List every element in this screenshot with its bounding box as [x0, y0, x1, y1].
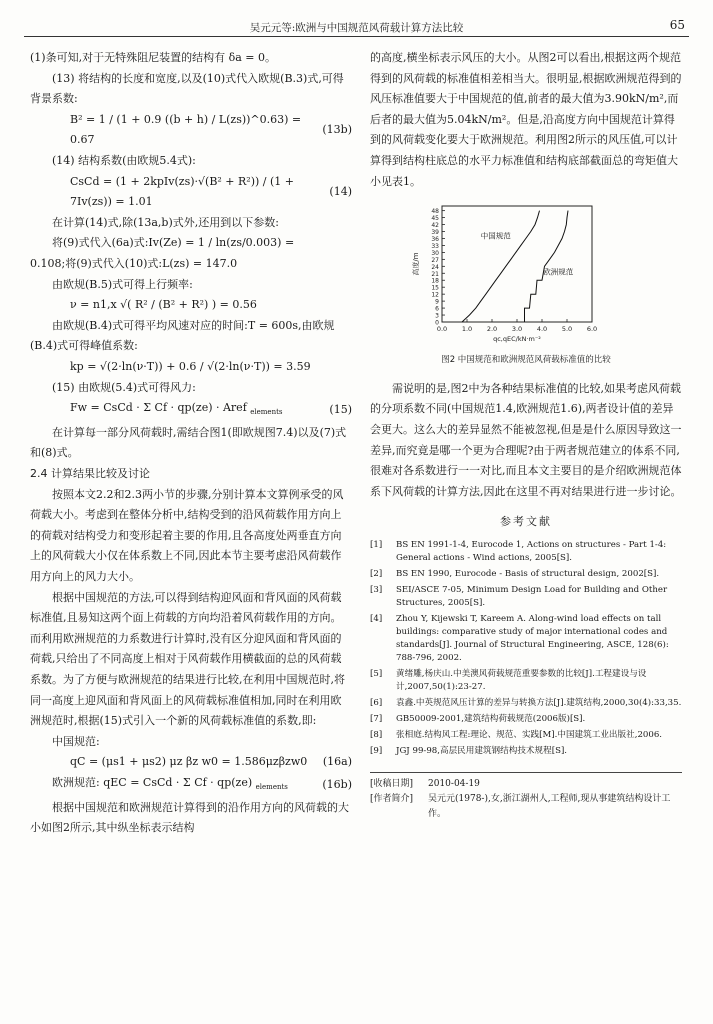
equation-16a: [30, 752, 352, 773]
reference-number: [4]: [370, 613, 383, 624]
reference-item: [370, 745, 682, 758]
running-title: 吴元元等:欧洲与中国规范风荷载计算方法比较: [249, 22, 464, 34]
reference-text: 黄绪雕,杨庆山.中美澳风荷载规范重要参数的比较[J].工程建设与设计,2007,50(1):23-27.: [396, 668, 647, 692]
y-tick-label: 9: [435, 298, 439, 306]
x-tick-label: 2.0: [486, 325, 498, 334]
equation-15: [30, 398, 352, 423]
reference-item: [370, 729, 682, 742]
eq-number: (16a): [322, 755, 352, 769]
x-axis-label: qc,qEC/kN·m⁻²: [493, 335, 541, 344]
paragraph: 由欧规(B.5)式可得上行频率:: [52, 277, 193, 291]
paragraph: 中国规范:: [52, 734, 100, 748]
eq-subscript: elements: [255, 783, 288, 792]
x-tick-label: 4.0: [536, 325, 548, 334]
reference-list: [370, 539, 682, 758]
eq-number: (13b): [322, 123, 352, 137]
y-tick-label: 3: [435, 312, 439, 320]
reference-item: [370, 539, 682, 565]
eq-body: 1 / (1 + 0.9 ((b + h) / L(zs))^0.63) = 0.67: [70, 112, 302, 147]
running-header: [24, 18, 689, 37]
article-info: [370, 772, 682, 822]
eq-subscript: elements: [250, 408, 283, 417]
y-tick-label: 15: [431, 284, 439, 292]
reference-text: SEI/ASCE 7-05, Minimum Design Load for Building and Other Structures, 2005[S].: [396, 584, 668, 608]
author-label: [作者简介]: [370, 793, 414, 804]
y-tick-label: 12: [431, 291, 439, 299]
x-tick-label: 6.0: [586, 325, 598, 334]
paragraph: 按照本文2.2和2.3两小节的步骤,分别计算本文算例承受的风荷载大小。考虑到在整体分析中,结构受到的沿风荷载作用方向上的荷载对结构受力和变形起着主要的作用,且各高度处两垂直方向上的风荷载大小仅在体系数上不同,因此本节主要考虑沿风荷载作用方向上的风力大小。: [30, 487, 344, 584]
reference-number: [8]: [370, 729, 383, 740]
eq-body: ν = n1,x √( R² / (B² + R²) ) = 0.56: [70, 298, 257, 312]
reference-item: [370, 613, 682, 665]
references-heading: 参考文献: [500, 515, 552, 529]
reference-number: [9]: [370, 745, 383, 756]
paragraph: 的高度,横坐标表示风压的大小。从图2可以看出,根据这两个规范得到的风荷载的标准值相差相当大。很明显,根据欧洲规范得到的风压标准值要大于中国规范的值,前者的最大值为3.90kN/m²,而后者的最大值为5.04kN/m²。但是,沿高度方向中国规范计算得到的风荷载变化要大于欧洲规范。利用图2所示的风压值,可以计算得到结构柱底总的水平力标准值和结构底部截面总的弯矩值大小见表1。: [370, 51, 682, 188]
section-heading: 2.4 计算结果比较及讨论: [30, 467, 150, 481]
paragraph: 在计算每一部分风荷载时,需结合图1(即欧规图7.4)以及(7)式和(8)式。: [30, 425, 347, 460]
y-tick-label: 42: [431, 222, 439, 230]
y-tick-label: 0: [435, 319, 439, 327]
x-tick-label: 1.0: [461, 325, 473, 334]
reference-number: [1]: [370, 539, 383, 550]
reference-text: JGJ 99-98,高层民用建筑钢结构技术规程[S].: [396, 745, 568, 756]
y-tick-label: 18: [431, 277, 439, 285]
reference-text: Zhou Y, Kijewski T, Kareem A. Along-wind load effects on tall buildings: comparative study of major international codes and standards[J]. Journal of Structural Engineering, ASCE, 128(6): 788-796, 2002.: [396, 613, 669, 663]
y-tick-label: 48: [431, 208, 439, 216]
y-tick-label: 30: [431, 250, 439, 258]
reference-text: 袁鑫.中英规范风压计算的差异与转换方法[J].建筑结构,2000,30(4):33,35.: [396, 697, 682, 708]
y-tick-label: 24: [431, 263, 439, 271]
figure-caption: 图2 中国规范和欧洲规范风荷载标准值的比较: [441, 355, 611, 366]
paragraph: 根据中国规范的方法,可以得到结构迎风面和背风面的风荷载标准值,且易知这两个面上荷载的方向均沿着风荷载作用的方向。而利用欧洲规范的力系数进行计算时,没有区分迎风面和背风面的荷载,只给出了不同高度上相对于风荷载作用横截面的总的风荷载系数。为了方便与欧洲规范的结果进行比较,在利用中国规范时,将同一高度上迎风面和背风面上的风荷载标准值相加,同时在利用欧洲规范时,根据(15)式引入一个新的风荷载标准值的系数,即:: [30, 590, 345, 728]
reference-item: [370, 668, 682, 694]
y-tick-label: 21: [431, 270, 439, 278]
reference-text: BS EN 1991-1-4, Eurocode 1, Actions on structures - Part 1-4: General actions - Wind actions, 2005[S].: [396, 539, 667, 563]
eq-number: (16b): [322, 778, 352, 792]
paragraph: (15) 由欧规(5.4)式可得风力:: [52, 380, 196, 394]
left-column: [30, 48, 352, 839]
paragraph: (14) 结构系数(由欧规5.4式):: [52, 153, 196, 167]
page-number: 65: [669, 18, 685, 32]
eq-number: (15): [329, 403, 352, 417]
eq-label: 欧洲规范:: [52, 775, 100, 789]
reference-number: [7]: [370, 713, 383, 724]
y-axis-label: 高度/m: [412, 252, 420, 276]
y-tick-label: 39: [431, 229, 439, 237]
reference-number: [5]: [370, 668, 383, 679]
paragraph: (13) 将结构的长度和宽度,以及(10)式代入欧规(B.3)式,可得背景系数:: [30, 71, 344, 106]
eq-lhs: B² =: [70, 112, 96, 126]
eq-body: CsCd = (1 + 2kpIv(zs)·√(B² + R²)) / (1 + 7Iv(zs)) = 1.01: [70, 174, 294, 209]
reference-item: [370, 568, 682, 581]
figure-2: [370, 198, 682, 348]
y-tick-label: 36: [431, 236, 439, 244]
reference-text: 张相庭.结构风工程:理论、规范、实践[M].中国建筑工业出版社,2006.: [396, 729, 663, 740]
eq-body: kp = √(2·ln(ν·T)) + 0.6 / √(2·ln(ν·T)) = 3.59: [70, 359, 311, 373]
reference-text: GB50009-2001,建筑结构荷载规范(2006版)[S].: [396, 713, 586, 724]
paragraph: 需说明的是,图2中为各种结果标准值的比较,如果考虑风荷载的分项系数不同(中国规范1.4,欧洲规范1.6),两者设计值的差异会更大。这么大的差异显然不能被忽视,但是是什么原因导致这一差异,而究竟是哪一个更为合理呢?由于两者规范建立的体系不同,很难对各系数进行一一对比,而且本文主要目的是介绍欧洲规范体系下风荷载的计算方法,因此在这里不再对结果进行进一步讨论。: [370, 381, 682, 498]
series-line-eurocode: [525, 211, 569, 322]
reference-number: [2]: [370, 568, 383, 579]
wind-load-chart: [370, 198, 682, 348]
paragraph: 根据中国规范和欧洲规范计算得到的沿作用方向的风荷载的大小如图2所示,其中纵坐标表示结构: [30, 800, 349, 835]
x-tick-label: 5.0: [561, 325, 573, 334]
reference-text: BS EN 1990, Eurocode - Basis of structural design, 2002[S].: [396, 568, 660, 579]
eq-body: Fw = CsCd · Σ Cf · qp(ze) · Aref: [70, 401, 247, 415]
eq-body: qC = (μs1 + μs2) μz βz w0 = 1.586μzβzw0: [70, 755, 308, 769]
series-line-china: [462, 211, 540, 322]
eq-body: qEC = CsCd · Σ Cf · qp(ze): [103, 775, 253, 789]
equation-13b: [30, 110, 352, 151]
received-label: [收稿日期]: [370, 778, 414, 789]
reference-number: [6]: [370, 697, 383, 708]
y-tick-label: 45: [431, 215, 439, 223]
series-label-china: 中国规范: [480, 231, 511, 241]
equation-16b: [30, 773, 352, 798]
received-value: 2010-04-19: [428, 778, 480, 789]
eq-number: (14): [329, 184, 352, 198]
paragraph: 将(9)式代入(6a)式:Iv(Ze) = 1 / ln(zs/0.003) =: [52, 236, 295, 250]
x-tick-label: 0.0: [436, 325, 448, 334]
y-tick-label: 27: [431, 257, 439, 265]
y-tick-label: 33: [431, 243, 439, 251]
paragraph: 在计算(14)式,除(13a,b)式外,还用到以下参数:: [52, 215, 279, 229]
reference-item: [370, 713, 682, 726]
right-column: [370, 48, 682, 822]
reference-number: [3]: [370, 584, 383, 595]
reference-item: [370, 584, 682, 610]
series-label-eurocode: 欧洲规范: [543, 267, 574, 277]
paragraph: 由欧规(B.4)式可得平均风速对应的时间:T = 600s,由欧规(B.4)式可得峰值系数:: [30, 318, 335, 353]
paragraph: (1)条可知,对于无特殊阻尼装置的结构有 δa = 0。: [30, 51, 276, 64]
y-tick-label: 6: [435, 305, 439, 313]
x-tick-label: 3.0: [511, 325, 523, 334]
paragraph: 0.108;将(9)式代入(10)式:L(zs) = 147.0: [30, 256, 238, 270]
author-value: 吴元元(1978-),女,浙江湖州人,工程师,现从事建筑结构设计工作。: [428, 793, 671, 819]
reference-item: [370, 697, 682, 710]
plot-frame: [442, 206, 592, 322]
equation-14: [30, 172, 352, 213]
equation-kp: [30, 357, 352, 378]
equation-v: [30, 295, 352, 316]
